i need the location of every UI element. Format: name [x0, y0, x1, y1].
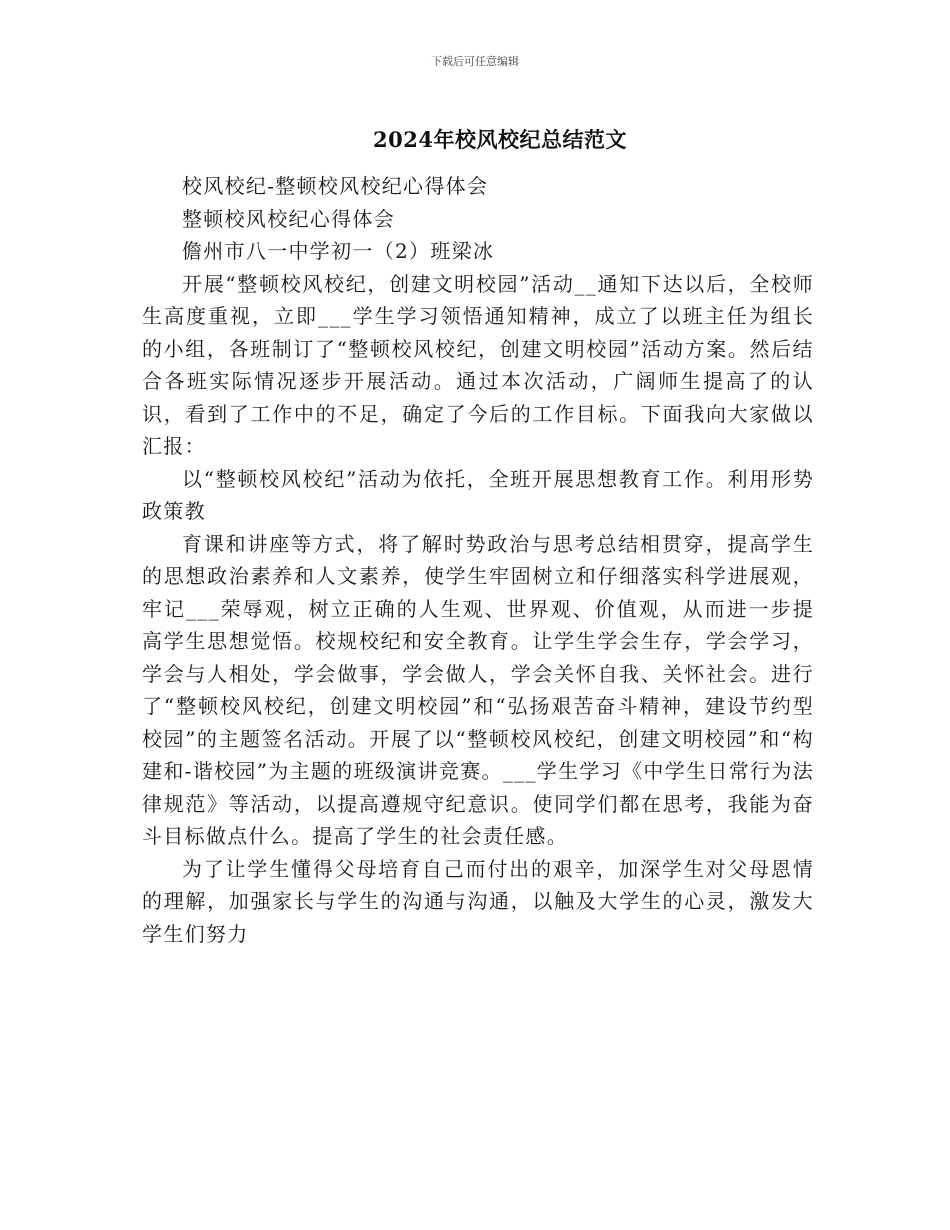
paragraph-body: 为了让学生懂得父母培育自己而付出的艰辛，加深学生对父母恩情的理解，加强家长与学生的沟通与沟通，以触及大学生的心灵，激发大学生们努力	[142, 856, 814, 946]
document-body	[142, 170, 814, 950]
paragraph-author: 儋州市八一中学初一（2）班梁冰	[182, 239, 495, 263]
paragraph-subtitle: 校风校纪-整顿校风校纪心得体会	[182, 174, 489, 198]
paragraph-body: 开展“整顿校风校纪，创建文明校园”活动__通知下达以后，全校师生高度重视，立即___学生学习领悟通知精神，成立了以班主任为组长的小组，各班制订了“整顿校风校纪，创建文明校园”活动方案。然后结合各班实际情况逐步开展活动。通过本次活动，广阔师生提高了的认识，看到了工作中的不足，确定了今后的工作目标。下面我向大家做以汇报：	[142, 271, 814, 458]
paragraph-body: 育课和讲座等方式，将了解时势政治与思考总结相贯穿，提高学生的思想政治素养和人文素养，使学生牢固树立和仔细落实科学进展观，牢记___荣辱观，树立正确的人生观、世界观、价值观，从而进一步提高学生思想觉悟。校规校纪和安全教育。让学生学会生存，学会学习，学会与人相处，学会做事，学会做人，学会关怀自我、关怀社会。进行了“整顿校风校纪，创建文明校园”和“弘扬艰苦奋斗精神，建设节约型校园”的主题签名活动。开展了以“整顿校风校纪，创建文明校园”和“构建和-谐校园”为主题的班级演讲竞赛。___学生学习《中学生日常行为法律规范》等活动，以提高遵规守纪意识。使同学们都在思考，我能为奋斗目标做点什么。提高了学生的社会责任感。	[142, 531, 814, 848]
document-title: 2024年校风校纪总结范文	[373, 127, 627, 152]
paragraph-heading: 整顿校风校纪心得体会	[182, 206, 395, 231]
paragraph-body: 以“整顿校风校纪”活动为依托，全班开展思想教育工作。利用形势政策教	[142, 466, 814, 523]
header-note: 下载后可任意编辑	[431, 55, 519, 68]
